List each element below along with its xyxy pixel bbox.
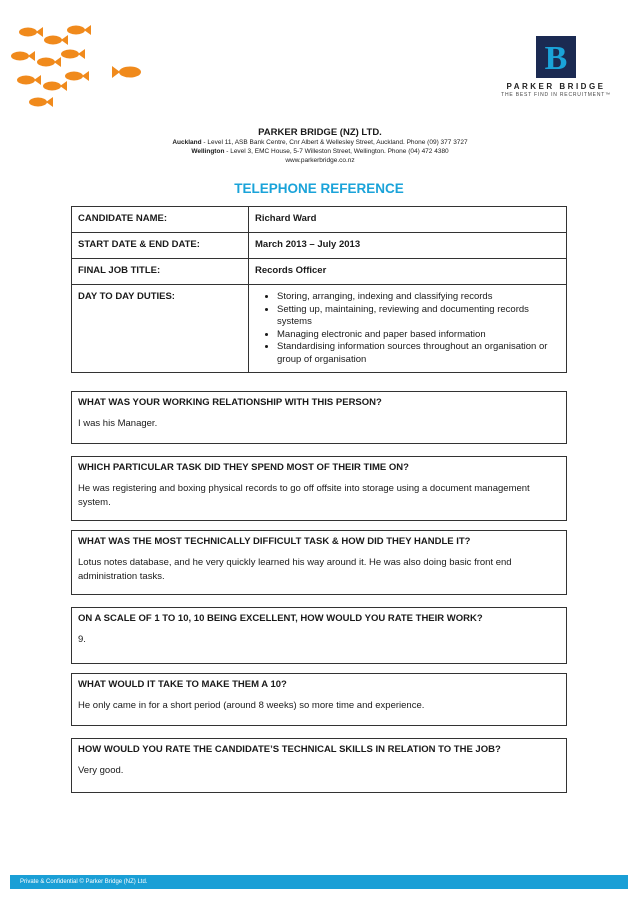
question-box xyxy=(71,456,567,521)
dates-value: March 2013 – July 2013 xyxy=(249,233,567,259)
duties-list xyxy=(255,291,560,366)
question-text: WHAT WAS YOUR WORKING RELATIONSHIP WITH THIS PERSON? xyxy=(78,397,382,408)
company-header xyxy=(150,127,490,165)
parker-bridge-logo-icon xyxy=(536,36,576,78)
question-text: WHICH PARTICULAR TASK DID THEY SPEND MOST OF THEIR TIME ON? xyxy=(78,462,409,473)
list-item: • Standardising information sources throughout an organisation or group of organisation xyxy=(277,341,560,366)
company-logo xyxy=(496,36,616,98)
answer-text: 9. xyxy=(78,634,86,645)
answer-text: Lotus notes database, and he very quickly learned his way around it. He was also doing basic front end administration tasks. xyxy=(78,557,512,582)
answer-text: He only came in for a short period (around 8 weeks) so more time and experience. xyxy=(78,700,425,711)
list-item: • Storing, arranging, indexing and classifying records xyxy=(277,291,560,304)
question-text: WHAT WOULD IT TAKE TO MAKE THEM A 10? xyxy=(78,679,287,690)
question-text: ON A SCALE OF 1 TO 10, 10 BEING EXCELLENT, HOW WOULD YOU RATE THEIR WORK? xyxy=(78,613,483,624)
question-text: WHAT WAS THE MOST TECHNICALLY DIFFICULT TASK & HOW DID THEY HANDLE IT? xyxy=(78,536,471,547)
question-box xyxy=(71,673,567,726)
job-title-value: Records Officer xyxy=(249,259,567,285)
list-item: • Setting up, maintaining, reviewing and documenting records systems xyxy=(277,304,560,329)
goldfish-illustration xyxy=(8,22,158,122)
job-title-label: FINAL JOB TITLE: xyxy=(72,259,249,285)
logo-tagline: THE BEST FIND IN RECRUITMENT™ xyxy=(501,92,611,98)
question-box xyxy=(71,738,567,793)
duties-value xyxy=(249,285,567,373)
logo-name: PARKER BRIDGE xyxy=(506,82,606,91)
candidate-details-table xyxy=(71,206,567,373)
wellington-address: Wellington - Level 3, EMC House, 5-7 Willeston Street, Wellington. Phone (04) 472 4380 xyxy=(191,148,449,155)
answer-text: He was registering and boxing physical records to go off offsite into storage using a document management system. xyxy=(78,483,530,508)
table-row xyxy=(72,259,567,285)
candidate-name-label: CANDIDATE NAME: xyxy=(72,207,249,233)
answer-text: I was his Manager. xyxy=(78,418,158,429)
auckland-address: Auckland - Level 11, ASB Bank Centre, Cnr Albert & Wellesley Street, Auckland. Phone (09) 377 3727 xyxy=(172,139,468,146)
table-row xyxy=(72,207,567,233)
table-row xyxy=(72,285,567,373)
page-title: TELEPHONE REFERENCE xyxy=(234,181,404,196)
svg-text:B: B xyxy=(544,40,568,77)
dates-label: START DATE & END DATE: xyxy=(72,233,249,259)
question-box xyxy=(71,607,567,664)
table-row xyxy=(72,233,567,259)
answer-text: Very good. xyxy=(78,765,124,776)
question-box xyxy=(71,391,567,444)
candidate-name-value: Richard Ward xyxy=(249,207,567,233)
list-item: • Managing electronic and paper based information xyxy=(277,329,560,342)
company-website: www.parkerbridge.co.nz xyxy=(285,157,355,164)
question-box xyxy=(71,530,567,595)
question-text: HOW WOULD YOU RATE THE CANDIDATE’S TECHNICAL SKILLS IN RELATION TO THE JOB? xyxy=(78,744,501,755)
footer-bar: Private & Confidential © Parker Bridge (NZ) Ltd. xyxy=(10,875,628,889)
company-name: PARKER BRIDGE (NZ) LTD. xyxy=(258,127,382,138)
duties-label: DAY TO DAY DUTIES: xyxy=(72,285,249,373)
